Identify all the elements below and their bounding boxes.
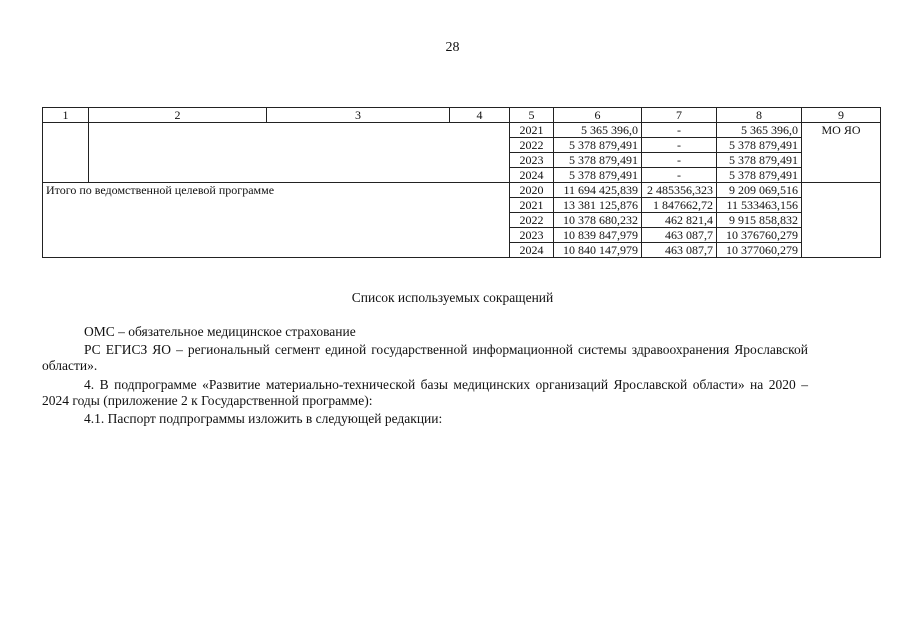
total-funding-cell: 10 839 847,979 [554,228,642,243]
year-cell: 2022 [510,213,554,228]
federal-funding-cell: - [642,123,717,138]
column-number-4: 4 [450,108,510,123]
year-cell: 2020 [510,183,554,198]
empty-merged-cell [89,123,510,183]
total-funding-cell: 5 365 396,0 [554,123,642,138]
regional-funding-cell: 9 209 069,516 [717,183,802,198]
total-funding-cell: 10 378 680,232 [554,213,642,228]
column-number-8: 8 [717,108,802,123]
regional-funding-cell: 9 915 858,832 [717,213,802,228]
abbreviations-heading: Список используемых сокращений [351,290,554,305]
regional-funding-cell: 5 378 879,491 [717,168,802,183]
year-cell: 2024 [510,168,554,183]
regional-funding-cell: 10 377060,279 [717,243,802,258]
total-funding-cell: 5 378 879,491 [554,138,642,153]
empty-cell [43,123,89,183]
column-number-1: 1 [43,108,89,123]
federal-funding-cell: 463 087,7 [642,243,717,258]
year-cell: 2021 [510,198,554,213]
regional-funding-cell: 5 378 879,491 [717,138,802,153]
page-number: 28 [445,40,460,55]
table-row [43,183,881,198]
abbreviation-egisz: РС ЕГИСЗ ЯО – региональный сегмент единой государственной информационной системы здравоохранения Ярославской области». [42,342,808,373]
column-number-3: 3 [267,108,450,123]
table-header-row [43,108,881,123]
column-number-9: 9 [802,108,881,123]
regional-funding-cell: 5 378 879,491 [717,153,802,168]
total-funding-cell: 11 694 425,839 [554,183,642,198]
table-row [43,123,881,138]
year-cell: 2023 [510,228,554,243]
year-cell: 2022 [510,138,554,153]
federal-funding-cell: 2 485356,323 [642,183,717,198]
column-number-6: 6 [554,108,642,123]
year-cell: 2023 [510,153,554,168]
regional-funding-cell: 11 533463,156 [717,198,802,213]
total-funding-cell: 5 378 879,491 [554,153,642,168]
total-label-cell: Итого по ведомственной целевой программе [43,183,510,258]
year-cell: 2021 [510,123,554,138]
budget-table [42,107,881,258]
regional-funding-cell: 10 376760,279 [717,228,802,243]
year-cell: 2024 [510,243,554,258]
federal-funding-cell: - [642,153,717,168]
federal-funding-cell: - [642,168,717,183]
federal-funding-cell: 463 087,7 [642,228,717,243]
federal-funding-cell: 1 847662,72 [642,198,717,213]
regional-funding-cell: 5 365 396,0 [717,123,802,138]
total-funding-cell: 5 378 879,491 [554,168,642,183]
paragraph-4-1: 4.1. Паспорт подпрограммы изложить в следующей редакции: [84,411,443,426]
federal-funding-cell: 462 821,4 [642,213,717,228]
empty-executor-cell [802,183,881,258]
executor-cell: МО ЯО [802,123,881,183]
abbreviation-oms: ОМС – обязательное медицинское страхование [84,324,356,339]
federal-funding-cell: - [642,138,717,153]
total-funding-cell: 10 840 147,979 [554,243,642,258]
column-number-5: 5 [510,108,554,123]
column-number-7: 7 [642,108,717,123]
column-number-2: 2 [89,108,267,123]
total-funding-cell: 13 381 125,876 [554,198,642,213]
paragraph-4: 4. В подпрограмме «Развитие материально-технической базы медицинских организаций Ярославской области» на 2020 – 2024 годы (приложение 2 к Государственной программе): [42,377,808,408]
